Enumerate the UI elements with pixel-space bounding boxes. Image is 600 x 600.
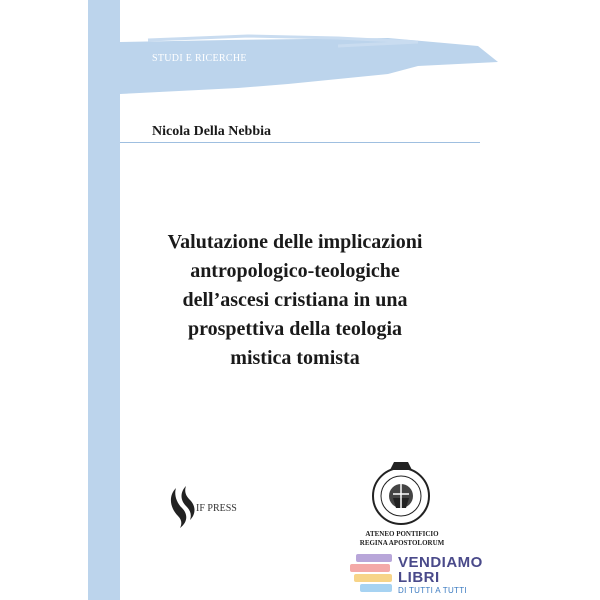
title-line: dell’ascesi cristiana in una [182,289,408,311]
title-line: Valutazione delle implicazioni [167,231,423,253]
books-stack-icon [350,552,398,592]
title-line: prospettiva della teologia [187,318,403,340]
institution-seal-icon [368,458,434,528]
watermark-text-line3: DI TUTTI A TUTTI [398,586,467,595]
publisher-name: IF PRESS [196,503,237,514]
title-line: mistica tomista [230,347,360,369]
watermark-text-line1: VENDIAMO [398,554,483,571]
title-line: antropologico-teologiche [190,260,400,282]
book-title [130,228,460,373]
institution-name-line2: REGINA APOSTOLORUM [359,539,445,547]
author-name: Nicola Della Nebbia [152,124,271,139]
institution-name-line1: ATENEO PONTIFICIO [365,530,439,538]
author-rule [120,142,480,143]
series-label: STUDI E RICERCHE [152,53,247,64]
series-band [88,28,512,118]
watermark-text-line2: LIBRI [398,569,440,586]
